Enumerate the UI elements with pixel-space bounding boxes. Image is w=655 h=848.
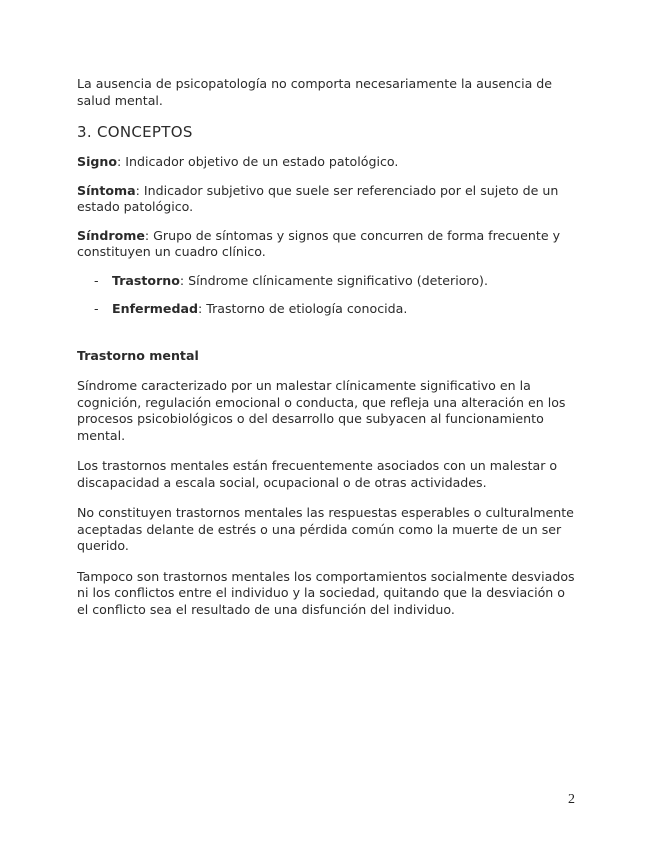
list-item-trastorno bbox=[94, 273, 575, 290]
definition-text: : Indicador objetivo de un estado patológico. bbox=[117, 154, 399, 169]
definition-text: : Grupo de síntomas y signos que concurren de forma frecuente y constituyen un cuadro clínico. bbox=[77, 227, 561, 259]
list-item-term: Trastorno bbox=[112, 272, 180, 288]
intro-paragraph: La ausencia de psicopatología no comporta necesariamente la ausencia de salud mental. bbox=[77, 76, 553, 108]
list-dash: - bbox=[94, 272, 99, 288]
definition-term: Síntoma bbox=[77, 182, 136, 198]
definition-term: Signo bbox=[77, 154, 118, 169]
body-paragraph: Síndrome caracterizado por un malestar clínicamente significativo en la cognición, regulación emocional o conducta, que refleja una alteración en los procesos psicobiológicos o del desarrollo que subyacen al funcionamiento mental. bbox=[77, 378, 566, 443]
section-heading: 3. CONCEPTOS bbox=[77, 123, 193, 141]
definition-text: : Indicador subjetivo que suele ser referenciado por el sujeto de un estado patológico. bbox=[77, 182, 559, 214]
body-paragraph: Tampoco son trastornos mentales los comportamientos socialmente desviados ni los conflictos entre el individuo y la sociedad, quitando que la desviación o el conflicto sea el resultado de una disfunción del individuo. bbox=[77, 568, 575, 617]
subtype-list bbox=[77, 273, 575, 318]
list-item-content bbox=[112, 301, 407, 318]
list-dash: - bbox=[94, 301, 99, 316]
list-item-text: : Trastorno de etiología conocida. bbox=[198, 301, 408, 316]
definition-sindrome bbox=[77, 228, 575, 261]
list-item-text: : Síndrome clínicamente significativo (deterioro). bbox=[179, 272, 488, 288]
list-item-term: Enfermedad bbox=[112, 301, 198, 316]
page-number: 2 bbox=[568, 792, 575, 807]
body-paragraph: No constituyen trastornos mentales las respuestas esperables o culturalmente aceptadas delante de estrés o una pérdida común como la muerte de un ser querido. bbox=[77, 505, 574, 553]
definition-term: Síndrome bbox=[77, 227, 145, 243]
definition-signo bbox=[77, 154, 575, 171]
definition-sintoma bbox=[77, 183, 575, 216]
body-paragraph: Los trastornos mentales están frecuentemente asociados con un malestar o discapacidad a escala social, ocupacional o de otras actividades. bbox=[77, 458, 558, 490]
subsection-heading: Trastorno mental bbox=[77, 347, 199, 363]
list-item-content bbox=[112, 273, 488, 290]
list-item-enfermedad bbox=[94, 301, 575, 318]
